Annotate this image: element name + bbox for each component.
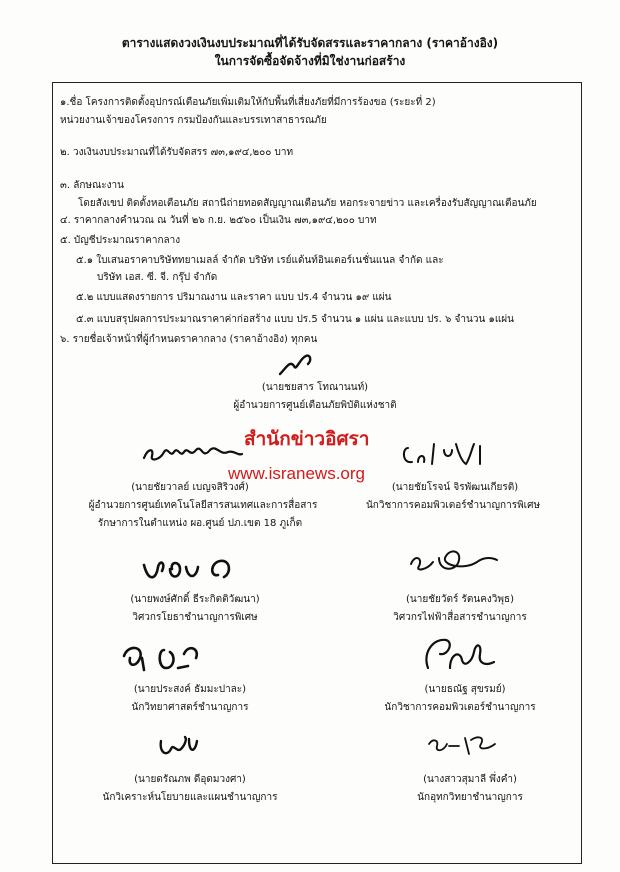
signature-8 [155, 733, 203, 761]
estimate-item-5-3: ๕.๓ แบบสรุปผลการประมาณราคาค่าก่อสร้าง แบบ ปร.5 จำนวน ๑ แผ่น และแบบ ปร. ๖ จำนวน ๑แผ่น [76, 314, 514, 325]
watermark-url: www.isranews.org [228, 464, 365, 483]
watermark-stamp: สำนักข่าวอิศรา [244, 428, 370, 450]
signatory-8-name: (นายดรัณภพ ดีอุดมวงศา) [134, 774, 246, 785]
signatory-8-position: นักวิเคราะห์นโยบายและแผนชำนาญการ [102, 792, 278, 803]
signatory-5-name: (นายชัยวัตร์ รัตนคงวิพุธ) [405, 594, 514, 605]
signature-4 [140, 555, 245, 585]
signatory-5-position: วิศวกรไฟฟ้าสื่อสารชำนาญการ [393, 612, 527, 623]
signatory-3-name: (นายชัยโรจน์ จิรพัฒนเกียรติ) [391, 482, 519, 493]
signature-3 [400, 440, 492, 470]
estimate-item-5-2: ๕.๒ แบบแสดงรายการ ปริมาณงาน และราคา แบบ ปร.4 จำนวน ๑๙ แผ่น [76, 292, 392, 303]
estimate-item-5-1-cont: บริษัท เอส. ซี. จี. กรุ๊ป จำกัด [97, 272, 218, 283]
signatory-7-position: นักวิชาการคอมพิวเตอร์ชำนาญการ [384, 702, 536, 713]
estimate-list-heading: ๕. บัญชีประมาณราคากลาง [60, 235, 181, 246]
document-subtitle: ในการจัดซื้อจัดจ้างที่มิใช่งานก่อสร้าง [214, 54, 406, 68]
signatory-1-position: ผู้อำนวยการศูนย์เตือนภัยพิบัติแห่งชาติ [233, 400, 397, 411]
signatory-6-name: (นายประสงค์ ธัมมะปาละ) [133, 684, 247, 695]
work-type-heading: ๓. ลักษณะงาน [60, 180, 124, 191]
signatory-2-name: (นายชัยวาลย์ เบญจสิริวงศ์) [131, 482, 249, 493]
signatory-1-name: (นายชยสาร โทณานนท์) [261, 382, 369, 393]
officials-heading: ๖. รายชื่อเจ้าหน้าที่ผู้กำหนดราคากลาง (ราคาอ้างอิง) ทุกคน [60, 334, 318, 345]
signature-5 [405, 540, 500, 578]
project-owner: หน่วยงานเจ้าของโครงการ กรมป้องกันและบรรเทาสาธารณภัย [60, 115, 327, 126]
signatory-7-name: (นายธณัฐ สุขรมย์) [424, 684, 506, 695]
signature-1 [272, 352, 332, 378]
signatory-6-position: นักวิทยาศาสตร์ชำนาญการ [131, 702, 249, 713]
project-name: ๑.ชื่อ โครงการติดตั้งอุปกรณ์เตือนภัยเพิ่มเติมให้กับพื้นที่เสี่ยงภัยที่มีการร้องขอ (ระยะที่ 2) [60, 97, 436, 108]
signatory-2-position-acting: รักษาการในตำแหน่ง ผอ.ศูนย์ ปภ.เขต 18 ภูเก็ต [97, 518, 303, 529]
signature-9 [425, 732, 500, 758]
median-price-line: ๔. ราคากลางคำนวณ ณ วันที่ ๒๖ ก.ย. ๒๕๖๐ เป็นเงิน ๗๓,๑๙๔,๒๐๐ บาท [60, 215, 377, 226]
signatory-3-position: นักวิชาการคอมพิวเตอร์ชำนาญการพิเศษ [365, 500, 541, 511]
signatory-9-name: (นางสาวสุมาลี พึ่งคำ) [423, 774, 517, 785]
signatory-9-position: นักอุทกวิทยาชำนาญการ [417, 792, 523, 803]
signatory-2-position: ผู้อำนวยการศูนย์เทคโนโลยีสารสนเทศและการสื่อสาร [88, 500, 318, 511]
signature-6 [118, 640, 208, 674]
signatory-4-name: (นายพงษ์ศักดิ์ ธีระกิตติวัฒนา) [130, 594, 260, 605]
work-description: โดยสังเขป ติดตั้งหอเตือนภัย สถานีถ่ายทอดสัญญาณเตือนภัย หอกระจายข่าว และเครื่องรับสัญญาณเตือนภัย [78, 198, 537, 209]
document-title: ตารางแสดงวงเงินงบประมาณที่ได้รับจัดสรรและราคากลาง (ราคาอ้างอิง) [121, 36, 499, 50]
signatory-4-position: วิศวกรโยธาชำนาญการพิเศษ [132, 612, 258, 623]
estimate-item-5-1: ๕.๑ ใบเสนอราคาบริษัททยาเมลล์ จำกัด บริษัท เรย์แด้นท์อินเตอร์เนชั่นแนล จำกัด และ [76, 255, 444, 266]
budget-line: ๒. วงเงินงบประมาณที่ได้รับจัดสรร ๗๓,๑๙๔,๒๐๐ บาท [60, 147, 294, 158]
signature-7 [420, 632, 500, 676]
